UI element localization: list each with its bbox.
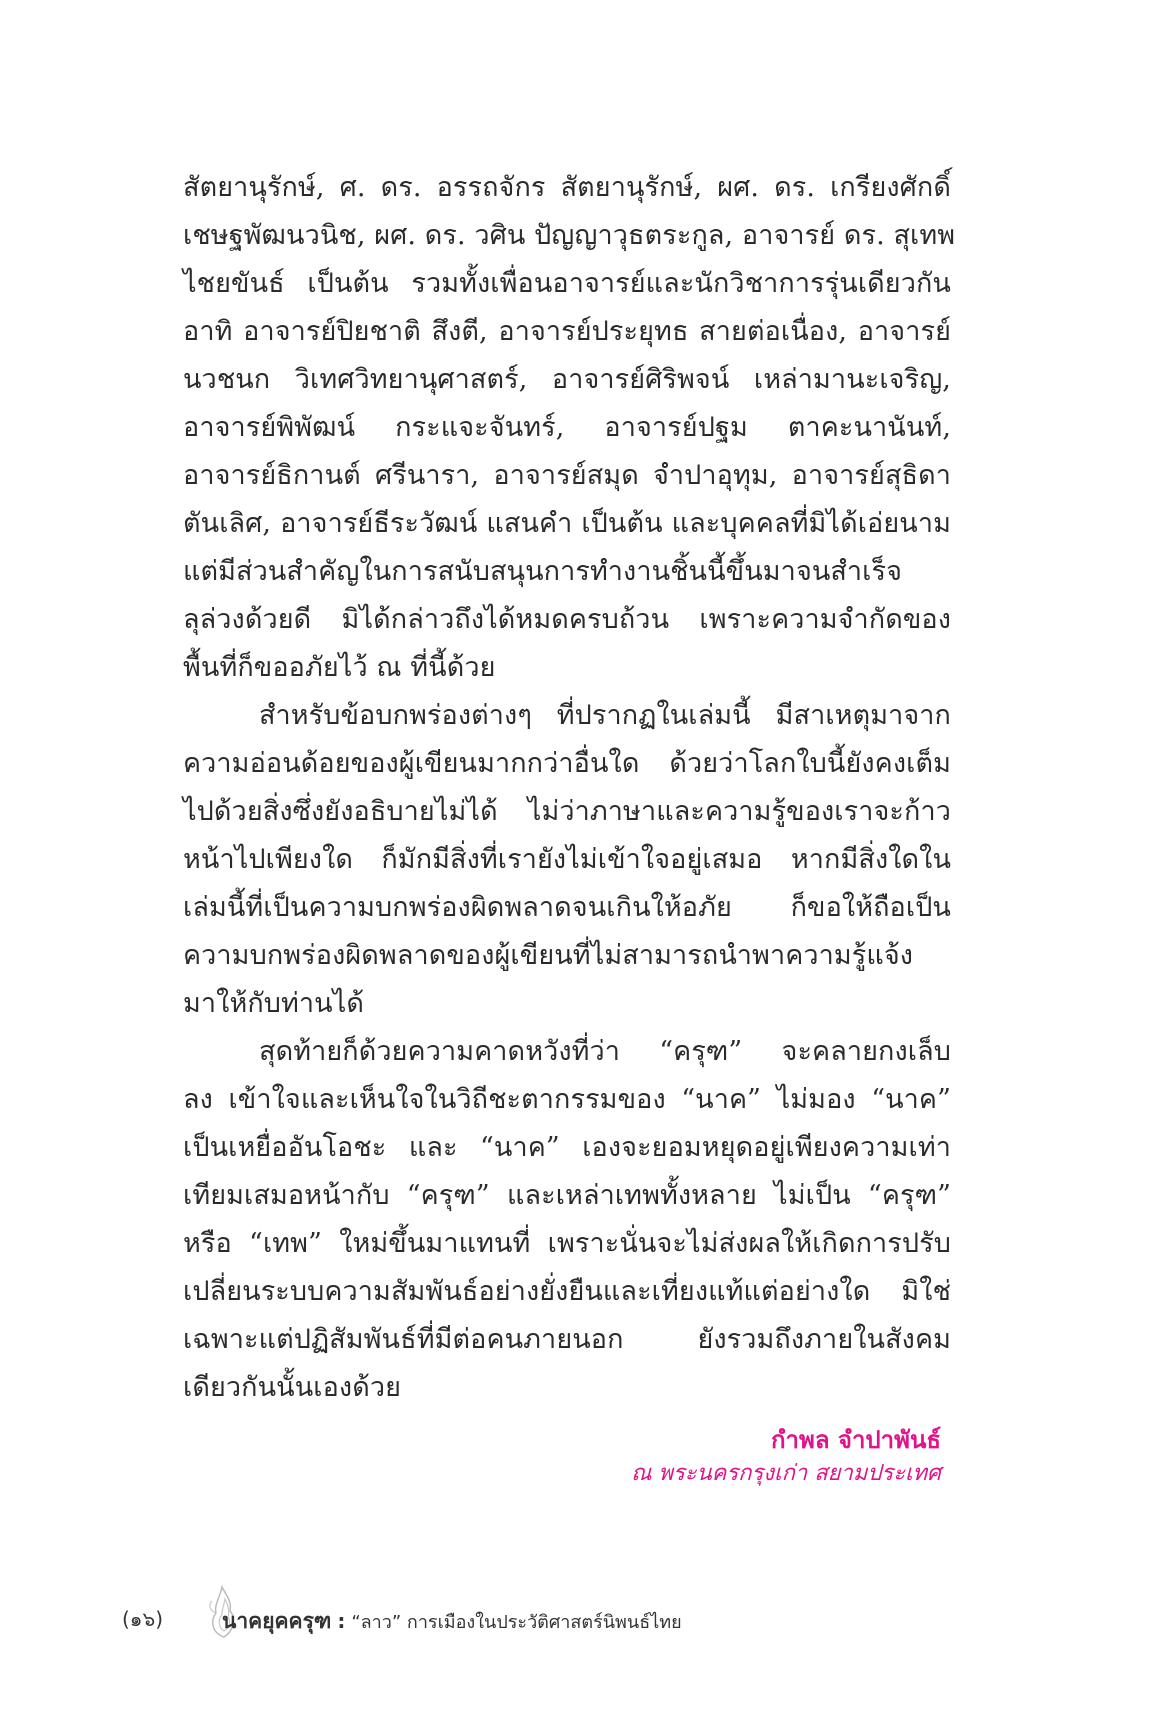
book-title: นาคยุคครุฑ	[222, 1609, 332, 1633]
text-line: พื้นที่ก็ขออภัยไว้ ณ ที่นี้ด้วย	[183, 652, 496, 683]
text-line: สำหรับข้อบกพร่องต่างๆ ที่ปรากฏในเล่มนี้ มีสาเหตุมาจาก	[259, 700, 951, 731]
text-line: อาจารย์ธิกานต์ ศรีนารา, อาจารย์สมุด จำปาอุทุม, อาจารย์สุธิดา	[183, 460, 951, 491]
paragraph-3	[183, 1028, 951, 1412]
text-line: ตันเลิศ, อาจารย์ธีระวัฒน์ แสนคำ เป็นต้น และบุคคลที่มิได้เอ่ยนาม	[183, 508, 951, 539]
text-line: หน้าไปเพียงใด ก็มักมีสิ่งที่เรายังไม่เข้าใจอยู่เสมอ หากมีสิ่งใดใน	[183, 844, 951, 875]
text-line: ไชยขันธ์ เป็นต้น รวมทั้งเพื่อนอาจารย์และนักวิชาการรุ่นเดียวกัน	[183, 268, 951, 299]
text-line: อาทิ อาจารย์ปิยชาติ สึงตี, อาจารย์ประยุทธ สายต่อเนื่อง, อาจารย์	[183, 316, 951, 347]
book-subtitle: “ลาว” การเมืองในประวัติศาสตร์นิพนธ์ไทย	[351, 1612, 682, 1633]
author-signature	[631, 1422, 941, 1490]
text-line: แต่มีส่วนสำคัญในการสนับสนุนการทำงานชิ้นนี้ขึ้นมาจนสำเร็จ	[183, 556, 903, 587]
text-line: สัตยานุรักษ์, ศ. ดร. อรรถจักร สัตยานุรักษ์, ผศ. ดร. เกรียงศักดิ์	[183, 172, 951, 203]
text-line: เปลี่ยนระบบความสัมพันธ์อย่างยั่งยืนและเที่ยงแท้แต่อย่างใด มิใช่	[183, 1276, 951, 1307]
body-text	[183, 164, 956, 1412]
author-place: ณ พระนครกรุงเก่า สยามประเทศ	[631, 1461, 941, 1486]
running-head	[222, 1605, 682, 1638]
text-line: เชษฐพัฒนวนิช, ผศ. ดร. วศิน ปัญญาวุธตระกูล, อาจารย์ ดร. สุเทพ	[183, 220, 956, 251]
paragraph-1	[183, 164, 956, 692]
text-line: เป็นเหยื่ออันโอชะ และ “นาค” เองจะยอมหยุดอยู่เพียงความเท่า	[183, 1132, 951, 1163]
text-line: หรือ “เทพ” ใหม่ขึ้นมาแทนที่ เพราะนั่นจะไม่ส่งผลให้เกิดการปรับ	[183, 1228, 951, 1259]
text-line: สุดท้ายก็ด้วยความคาดหวังที่ว่า “ครุฑ” จะคลายกงเล็บ	[259, 1036, 951, 1067]
page-footer	[122, 1583, 842, 1643]
text-line: ลุล่วงด้วยดี มิได้กล่าวถึงได้หมดครบถ้วน เพราะความจำกัดของ	[183, 604, 951, 635]
text-line: ลง เข้าใจและเห็นใจในวิถีชะตากรรมของ “นาค” ไม่มอง “นาค”	[183, 1084, 951, 1115]
text-line: อาจารย์พิพัฒน์ กระแจะจันทร์, อาจารย์ปฐม ตาคะนานันท์,	[183, 412, 951, 443]
text-line: ความบกพร่องผิดพลาดของผู้เขียนที่ไม่สามารถนำพาความรู้แจ้ง	[183, 940, 914, 971]
paragraph-2	[183, 692, 951, 1028]
text-line: เล่มนี้ที่เป็นความบกพร่องผิดพลาดจนเกินให้อภัย ก็ขอให้ถือเป็น	[183, 892, 951, 923]
page-number: (๑๖)	[122, 1607, 163, 1631]
text-line: นวชนก วิเทศวิทยานุศาสตร์, อาจารย์ศิริพจน์ เหล่ามานะเจริญ,	[183, 364, 951, 395]
text-line: เทียมเสมอหน้ากับ “ครุฑ” และเหล่าเทพทั้งหลาย ไม่เป็น “ครุฑ”	[183, 1180, 951, 1211]
text-line: ไปด้วยสิ่งซึ่งยังอธิบายไม่ได้ ไม่ว่าภาษาและความรู้ของเราจะก้าว	[183, 796, 951, 827]
text-line: เฉพาะแต่ปฏิสัมพันธ์ที่มีต่อคนภายนอก ยังรวมถึงภายในสังคม	[183, 1324, 951, 1355]
text-line: มาให้กับท่านได้	[183, 988, 365, 1019]
text-line: ความอ่อนด้อยของผู้เขียนมากกว่าอื่นใด ด้วยว่าโลกใบนี้ยังคงเต็ม	[183, 748, 951, 779]
author-name: กำพล จำปาพันธ์	[770, 1426, 941, 1454]
title-separator: :	[337, 1609, 346, 1633]
text-line: เดียวกันนั้นเองด้วย	[183, 1372, 402, 1403]
